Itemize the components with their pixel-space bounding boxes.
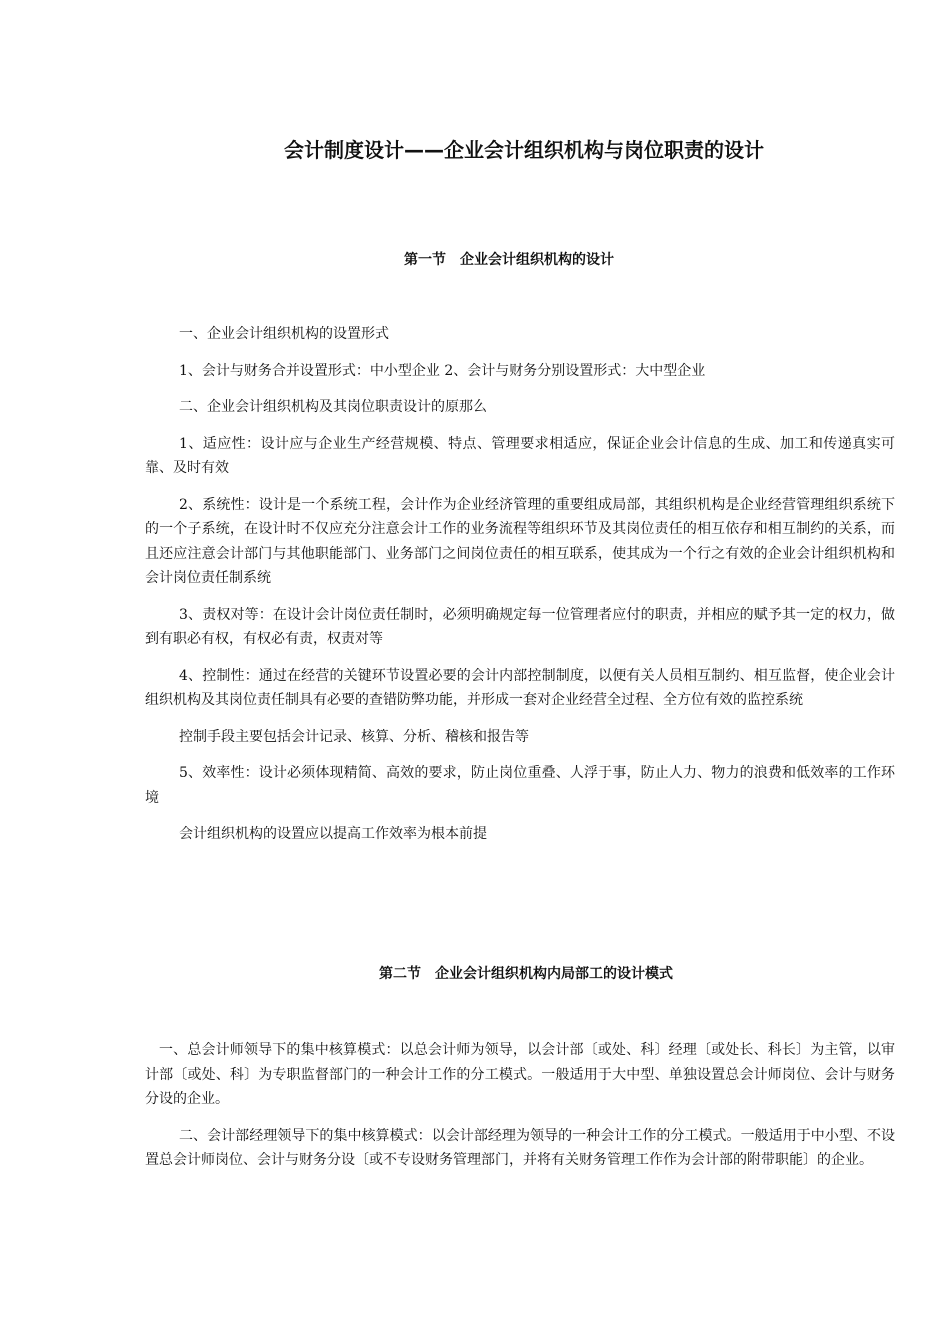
section-1-body (145, 322, 895, 859)
paragraph: 控制手段主要包括会计记录、核算、分析、稽核和报告等 (179, 728, 529, 745)
paragraph: 1、会计与财务合并设置形式：中小型企业 2、会计与财务分别设置形式：大中型企业 (179, 362, 706, 379)
paragraph: 5、效率性：设计必须体现精简、高效的要求，防止岗位重叠、人浮于事，防止人力、物力的浪费和低效率的工作环境 (145, 765, 895, 806)
section-2-heading: 第二节 企业会计组织机构内局部工的设计模式 (379, 966, 673, 982)
paragraph: 一、总会计师领导下的集中核算模式：以总会计师为领导，以会计部〔或处、科〕经理〔或处长、科长〕为主管，以审计部〔或处、科〕为专职监督部门的一种会计工作的分工模式。一般适用于大中型、单独设置总会计师岗位、会计与财务分设的企业。 (145, 1042, 895, 1107)
document-title: 会计制度设计——企业会计组织机构与岗位职责的设计 (284, 138, 764, 162)
paragraph: 二、会计部经理领导下的集中核算模式：以会计部经理为领导的一种会计工作的分工模式。一般适用于中小型、不设置总会计师岗位、会计与财务分设〔或不专设财务管理部门，并将有关财务管理工作作为会计部的附带职能〕的企业。 (145, 1127, 895, 1168)
paragraph: 3、责权对等：在设计会计岗位责任制时，必须明确规定每一位管理者应付的职责，并相应的赋予其一定的权力，做到有职必有权，有权必有责，权责对等 (145, 606, 895, 647)
paragraph: 2、系统性：设计是一个系统工程，会计作为企业经济管理的重要组成局部，其组织机构是企业经营管理组织系统下的一个子系统，在设计时不仅应充分注意会计工作的业务流程等组织环节及其岗位责任的相互依存和相互制约的关系，而且还应注意会计部门与其他职能部门、业务部门之间岗位责任的相互联系，使其成为一个行之有效的企业会计组织机构和会计岗位责任制系统 (145, 496, 895, 586)
section-1-heading: 第一节 企业会计组织机构的设计 (404, 252, 614, 268)
paragraph: 4、控制性：通过在经营的关键环节设置必要的会计内部控制制度，以便有关人员相互制约、相互监督，使企业会计组织机构及其岗位责任制具有必要的查错防弊功能，并形成一套对企业经营全过程、全方位有效的监控系统 (145, 667, 895, 708)
paragraph: 二、企业会计组织机构及其岗位职责设计的原那么 (179, 399, 487, 415)
paragraph: 1、适应性：设计应与企业生产经营规模、特点、管理要求相适应，保证企业会计信息的生成、加工和传递真实可靠、及时有效 (145, 435, 895, 476)
paragraph: 会计组织机构的设置应以提高工作效率为根本前提 (179, 826, 487, 842)
section-2-body (145, 1038, 895, 1185)
paragraph: 一、企业会计组织机构的设置形式 (179, 326, 389, 342)
